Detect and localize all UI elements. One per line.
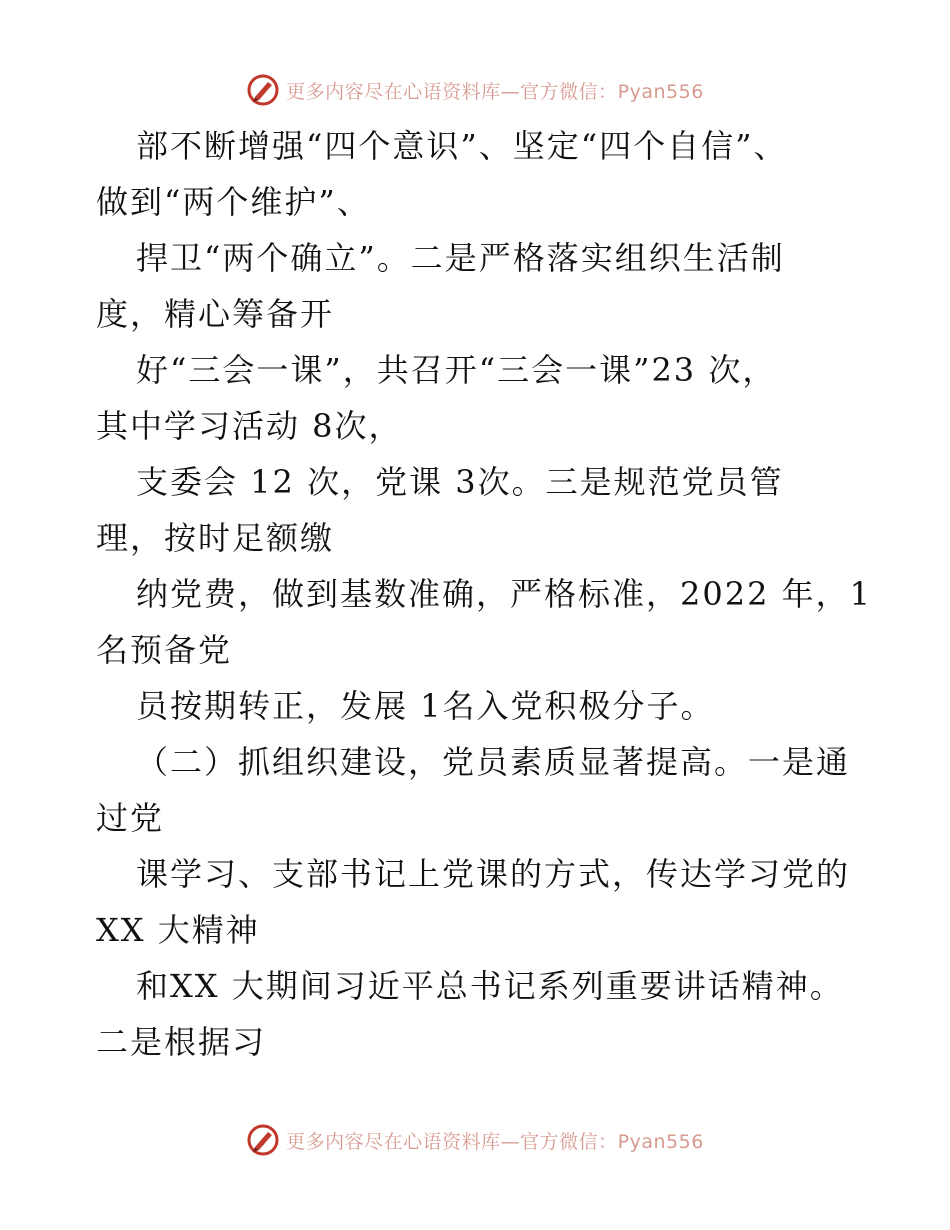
- text-line: 部不断增强“四个意识”、坚定“四个自信”、: [136, 127, 788, 165]
- text-line: 名预备党: [96, 631, 233, 669]
- text-line: 员按期转正，发展 1名入党积极分子。: [136, 687, 715, 725]
- watermark-text: 更多内容尽在心语资料库—官方微信：Pyan556: [286, 1130, 704, 1153]
- text-line: （二）抓组织建设，党员素质显著提高。一是通: [136, 743, 851, 781]
- text-line: XX 大精神: [96, 911, 260, 949]
- text-line: 做到“两个维护”、: [96, 183, 371, 221]
- text-line: 其中学习活动 8次，: [96, 407, 403, 445]
- footer-watermark: [0, 1120, 950, 1160]
- text-line: 课学习、支部书记上党课的方式，传达学习党的: [136, 855, 851, 893]
- text-line: 度，精心筹备开: [96, 295, 335, 333]
- text-line: 好“三会一课”，共召开“三会一课”23 次，: [136, 351, 777, 389]
- pen-logo-icon: [246, 1123, 280, 1157]
- text-line: 二是根据习: [96, 1023, 267, 1061]
- text-line: 过党: [96, 799, 165, 837]
- document-body: [96, 118, 872, 1070]
- text-line: 理，按时足额缴: [96, 519, 335, 557]
- pen-logo-icon: [246, 73, 280, 107]
- text-line: 纳党费，做到基数准确，严格标准，2022 年，1: [136, 575, 872, 613]
- text-line: 和XX 大期间习近平总书记系列重要讲话精神。: [136, 967, 844, 1005]
- text-line: 捍卫“两个确立”。二是严格落实组织生活制: [136, 239, 785, 277]
- watermark-text: 更多内容尽在心语资料库—官方微信：Pyan556: [286, 80, 704, 103]
- header-watermark: [0, 70, 950, 110]
- text-line: 支委会 12 次，党课 3次。三是规范党员管: [136, 463, 784, 501]
